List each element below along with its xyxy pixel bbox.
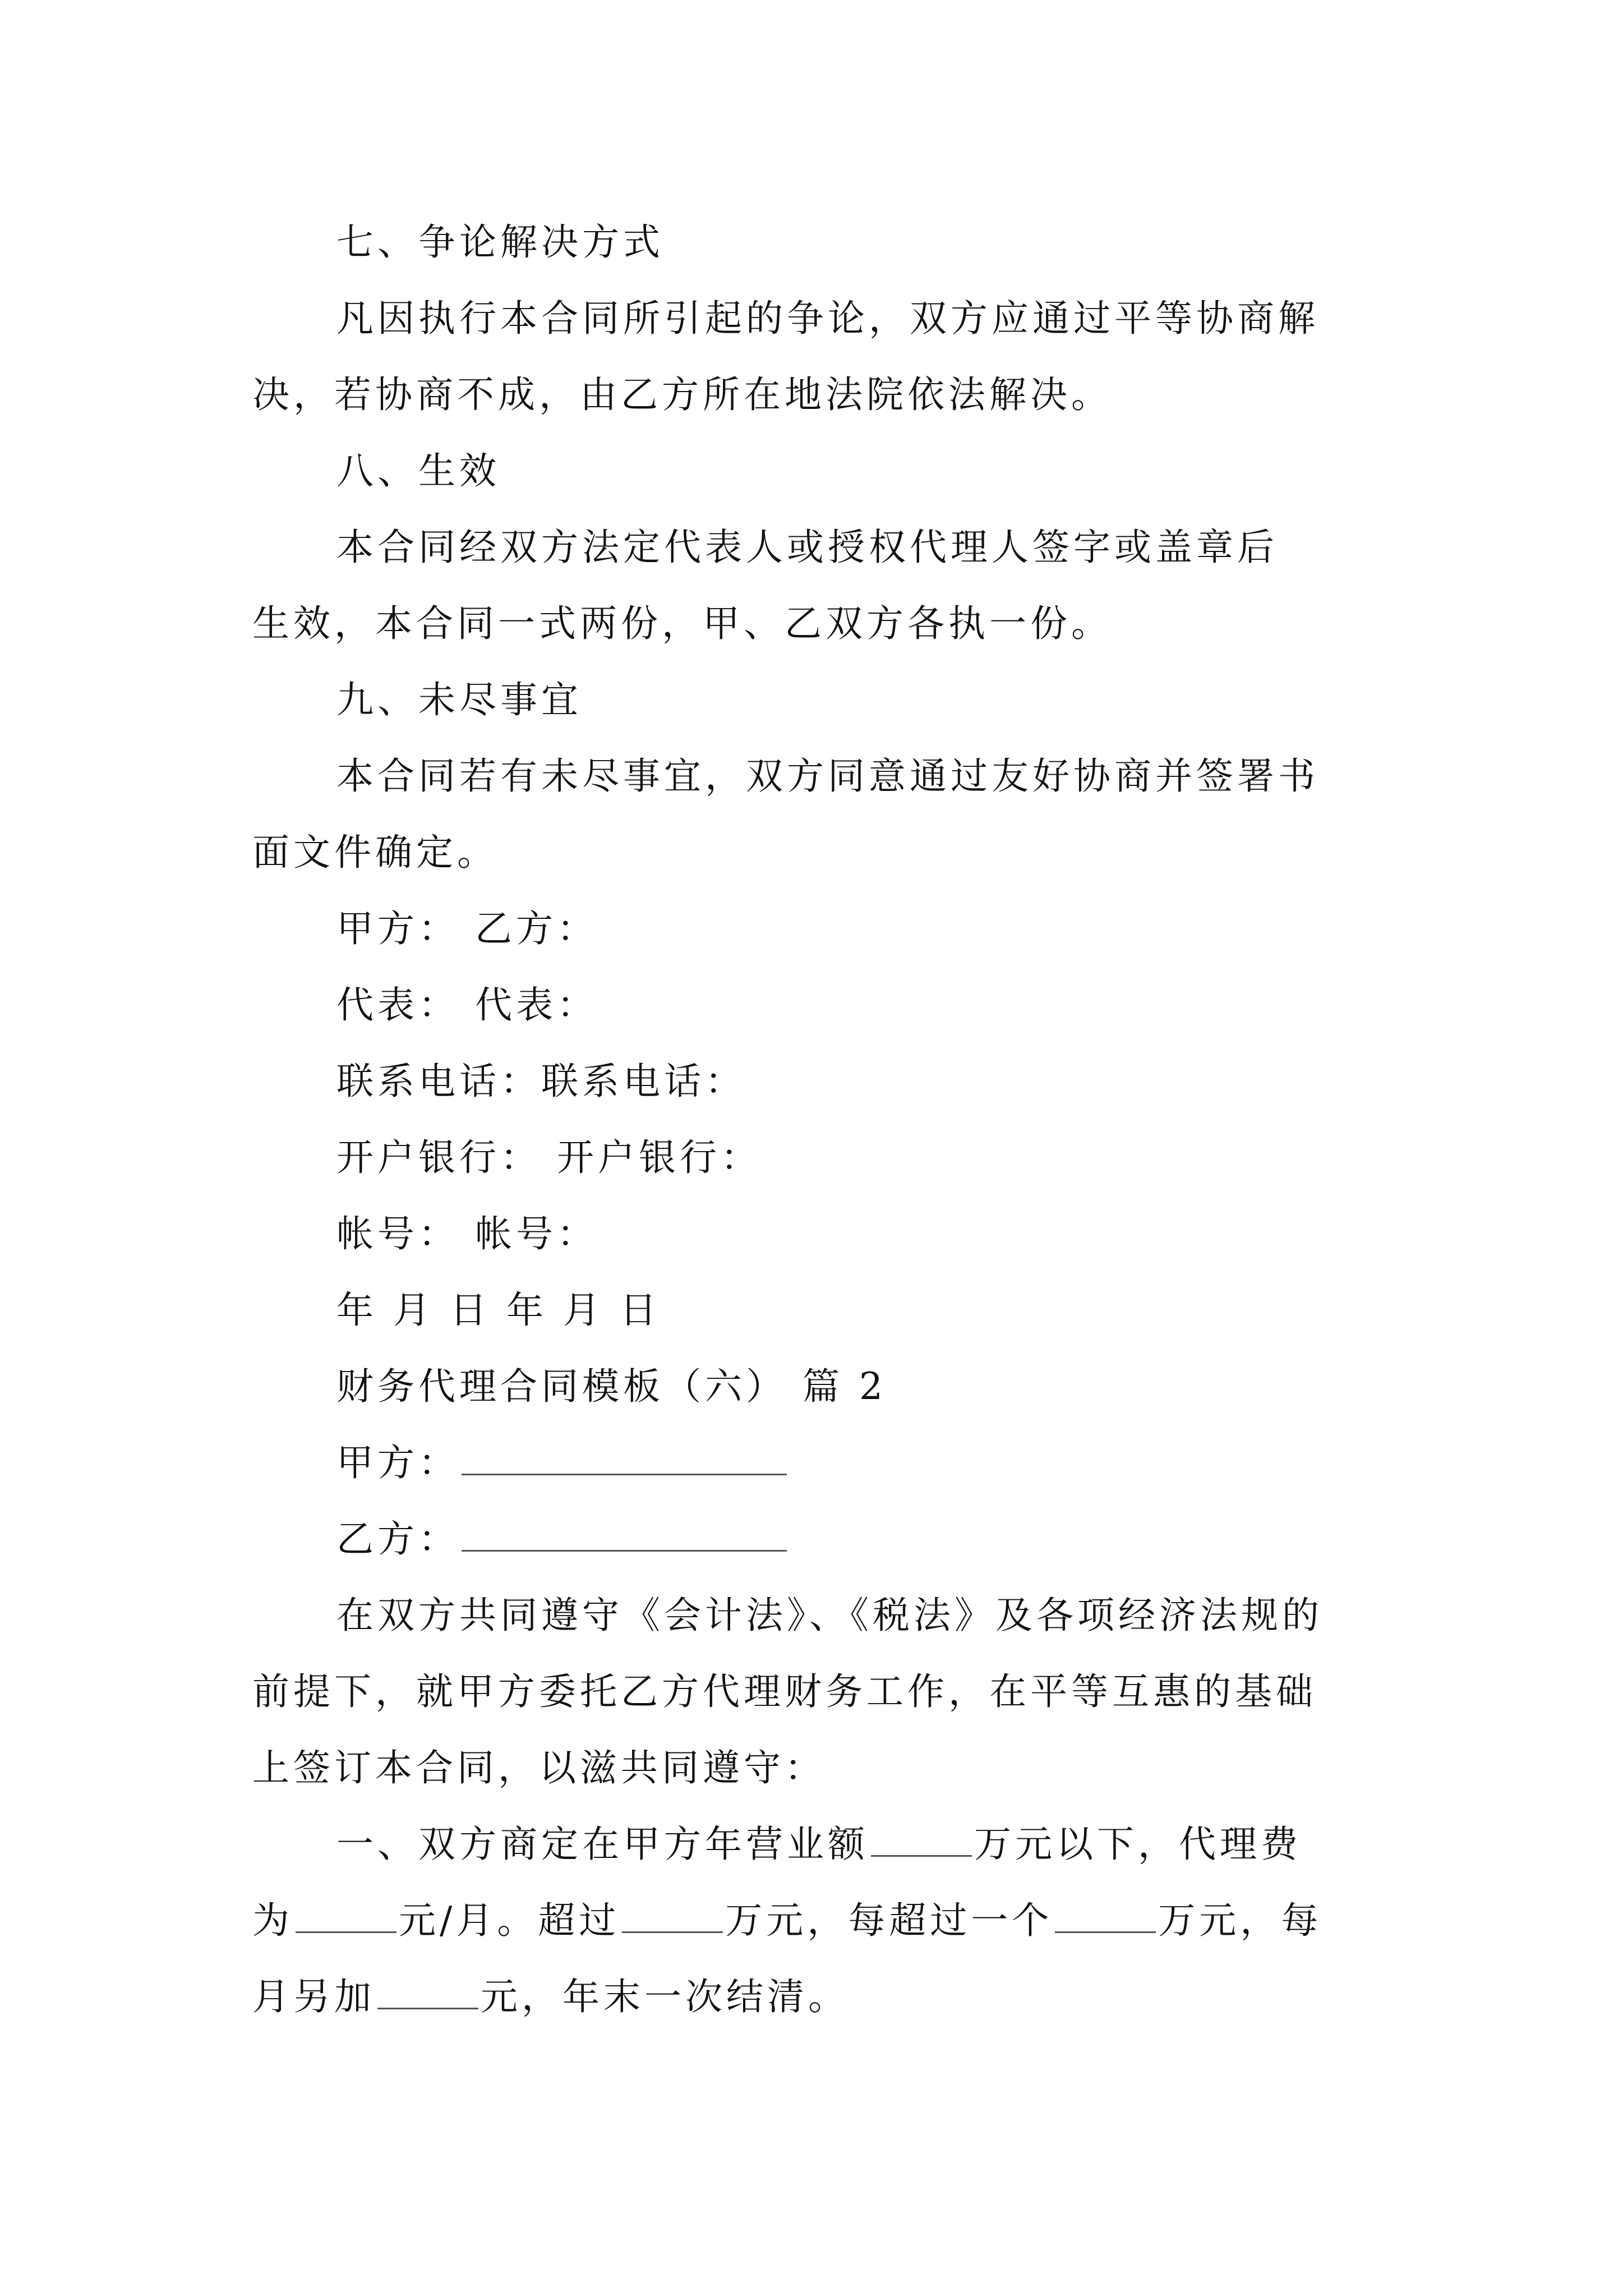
party-a-label: 甲方： [336,1441,459,1484]
clause-text: 为 [252,1899,293,1942]
signature-bank-line: 开户银行： 开户银行： [336,1136,762,1179]
clause-text: 元，年末一次结清。 [481,1975,849,2018]
signature-phone-line: 联系电话：联系电话： [336,1060,746,1103]
clause-text: 万元，每超过一个 [725,1899,1053,1942]
clause-text: 元/月。超过 [399,1899,620,1942]
fill-blank [377,1976,478,2009]
clause-text: 月另加 [252,1975,375,2018]
signature-representative-line: 代表： 代表： [336,983,598,1027]
clause-1-line-1 [336,1822,1302,1867]
signature-account-line: 帐号： 帐号： [336,1212,598,1255]
paragraph-line: 生效，本合同一式两份，甲、乙双方各执一份。 [252,602,1112,645]
paragraph-line: 凡因执行本合同所引起的争论，双方应通过平等协商解 [336,297,1319,340]
party-b-blank [462,1519,787,1552]
party-a-line [336,1441,789,1485]
section-heading-dispute: 七、争论解决方式 [336,220,664,264]
party-a-blank [462,1442,787,1475]
contract-title: 财务代理合同模板（六） 篇 2 [336,1365,887,1408]
signature-party-line: 甲方： 乙方： [336,907,598,950]
signature-date-line: 年 月 日 年 月 日 [336,1289,661,1332]
paragraph-line: 决，若协商不成，由乙方所在地法院依法解决。 [252,373,1112,416]
section-heading-effect: 八、生效 [336,449,500,493]
intro-line: 在双方共同遵守《会计法》、《税法》及各项经济法规的 [336,1594,1323,1637]
party-b-line [336,1517,789,1562]
fill-blank [1055,1900,1156,1933]
clause-1-line-2 [252,1898,1322,1943]
paragraph-line: 面文件确定。 [252,831,498,874]
fill-blank [296,1900,396,1933]
section-heading-misc: 九、未尽事宜 [336,678,582,721]
intro-line: 上签订本合同，以滋共同遵守： [252,1746,826,1789]
clause-text: 一、双方商定在甲方年营业额 [336,1823,869,1866]
fill-blank [871,1824,972,1857]
clause-1-line-3 [252,1975,849,2019]
intro-line: 前提下，就甲方委托乙方代理财务工作，在平等互惠的基础 [252,1670,1317,1713]
paragraph-line: 本合同经双方法定代表人或授权代理人签字或盖章后 [336,526,1278,569]
fill-blank [622,1900,723,1933]
paragraph-line: 本合同若有未尽事宜，双方同意通过友好协商并签署书 [336,754,1319,798]
clause-text: 万元以下，代理费 [974,1823,1302,1866]
clause-text: 万元，每 [1158,1899,1322,1942]
party-b-label: 乙方： [336,1517,459,1561]
